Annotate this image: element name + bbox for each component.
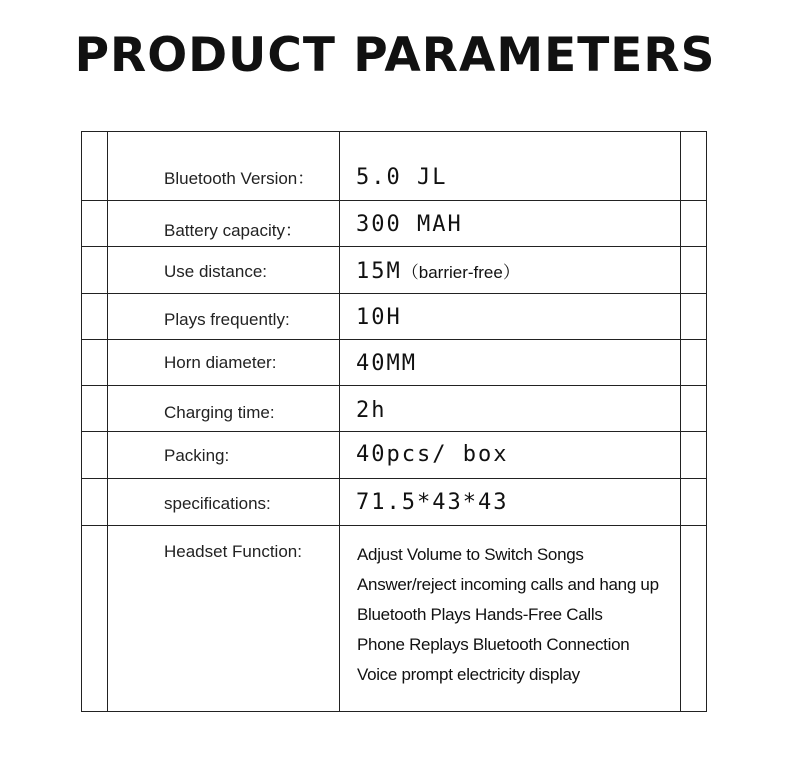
row-label: Horn diameter: bbox=[164, 353, 277, 372]
table-row-battery-capacity bbox=[82, 201, 706, 247]
row-value: 5.0 JL bbox=[356, 165, 448, 190]
row-value bbox=[356, 258, 520, 284]
page-title: PRODUCT PARAMETERS bbox=[74, 28, 716, 83]
row-label: Packing: bbox=[164, 446, 230, 465]
headset-function-list bbox=[357, 540, 659, 690]
table-row-horn-diameter bbox=[82, 340, 706, 386]
row-value-main: 15M bbox=[356, 259, 402, 284]
row-value: 10H bbox=[356, 305, 402, 330]
parameters-table bbox=[81, 131, 707, 712]
row-label: Plays frequently: bbox=[164, 310, 290, 329]
list-item: Phone Replays Bluetooth Connection bbox=[357, 635, 630, 654]
row-value: 300 MAH bbox=[356, 212, 463, 237]
list-item: Answer/reject incoming calls and hang up bbox=[357, 575, 659, 594]
row-label: Bluetooth Version： bbox=[164, 169, 315, 188]
row-value: 40MM bbox=[356, 351, 417, 376]
list-item: Voice prompt electricity display bbox=[357, 665, 580, 684]
table-row-bluetooth-version bbox=[82, 132, 706, 201]
row-value-note: （barrier-free） bbox=[401, 263, 520, 282]
table-row-packing bbox=[82, 432, 706, 479]
table-row-specifications bbox=[82, 479, 706, 526]
row-value: 71.5*43*43 bbox=[356, 490, 509, 515]
row-value: 2h bbox=[356, 398, 387, 423]
table-row-use-distance bbox=[82, 247, 706, 294]
table-row-charging-time bbox=[82, 386, 706, 432]
row-value: 40pcs/ box bbox=[356, 442, 509, 467]
row-label: specifications: bbox=[164, 494, 271, 513]
row-label: Battery capacity： bbox=[164, 221, 302, 240]
table-row-plays-frequently bbox=[82, 294, 706, 340]
list-item: Adjust Volume to Switch Songs bbox=[357, 545, 584, 564]
table-row-headset-function bbox=[82, 526, 706, 711]
list-item: Bluetooth Plays Hands-Free Calls bbox=[357, 605, 603, 624]
row-label: Use distance: bbox=[164, 262, 267, 281]
row-label: Charging time: bbox=[164, 403, 275, 422]
row-label: Headset Function: bbox=[164, 542, 302, 561]
